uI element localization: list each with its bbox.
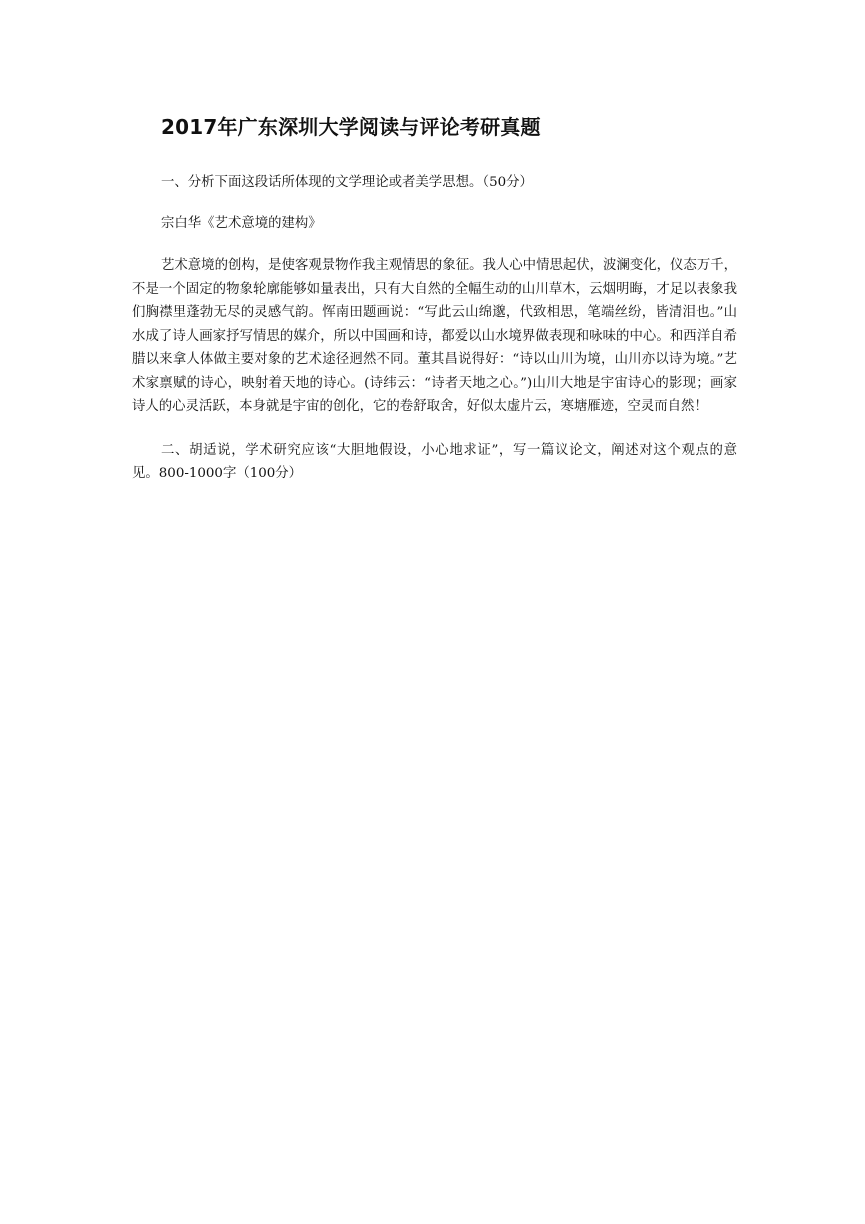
quoted-passage: 艺术意境的创构，是使客观景物作我主观情思的象征。我人心中情思起伏，波澜变化，仪态万千，不是一个固定的物象轮廓能够如量表出，只有大自然的全幅生动的山川草木，云烟明晦，才足以表象我们胸襟里蓬勃无尽的灵感气韵。恽南田题画说：“写此云山绵邈，代致相思，笔端丝纷，皆清泪也。”山水成了诗人画家抒写情思的媒介，所以中国画和诗，都爱以山水境界做表现和咏味的中心。和西洋自希腊以来拿人体做主要对象的艺术途径迥然不同。董其昌说得好：“诗以山川为境，山川亦以诗为境。”艺术家禀赋的诗心，映射着天地的诗心。(诗纬云：“诗者天地之心。”)山川大地是宇宙诗心的影现；画家诗人的心灵活跃，本身就是宇宙的创化，它的卷舒取舍，好似太虚片云，寒塘雁迹，空灵而自然！ [132, 258, 737, 414]
source-citation: 宗白华《艺术意境的建构》 [161, 215, 322, 231]
document-page [132, 110, 737, 486]
question-two: 二、胡适说，学术研究应该“大胆地假设，小心地求证”，写一篇议论文，阐述对这个观点的意见。800-1000字（100分） [132, 442, 737, 481]
question-one: 一、分析下面这段话所体现的文学理论或者美学思想。（50分） [161, 175, 533, 190]
document-title: 2017年广东深圳大学阅读与评论考研真题 [161, 115, 541, 139]
